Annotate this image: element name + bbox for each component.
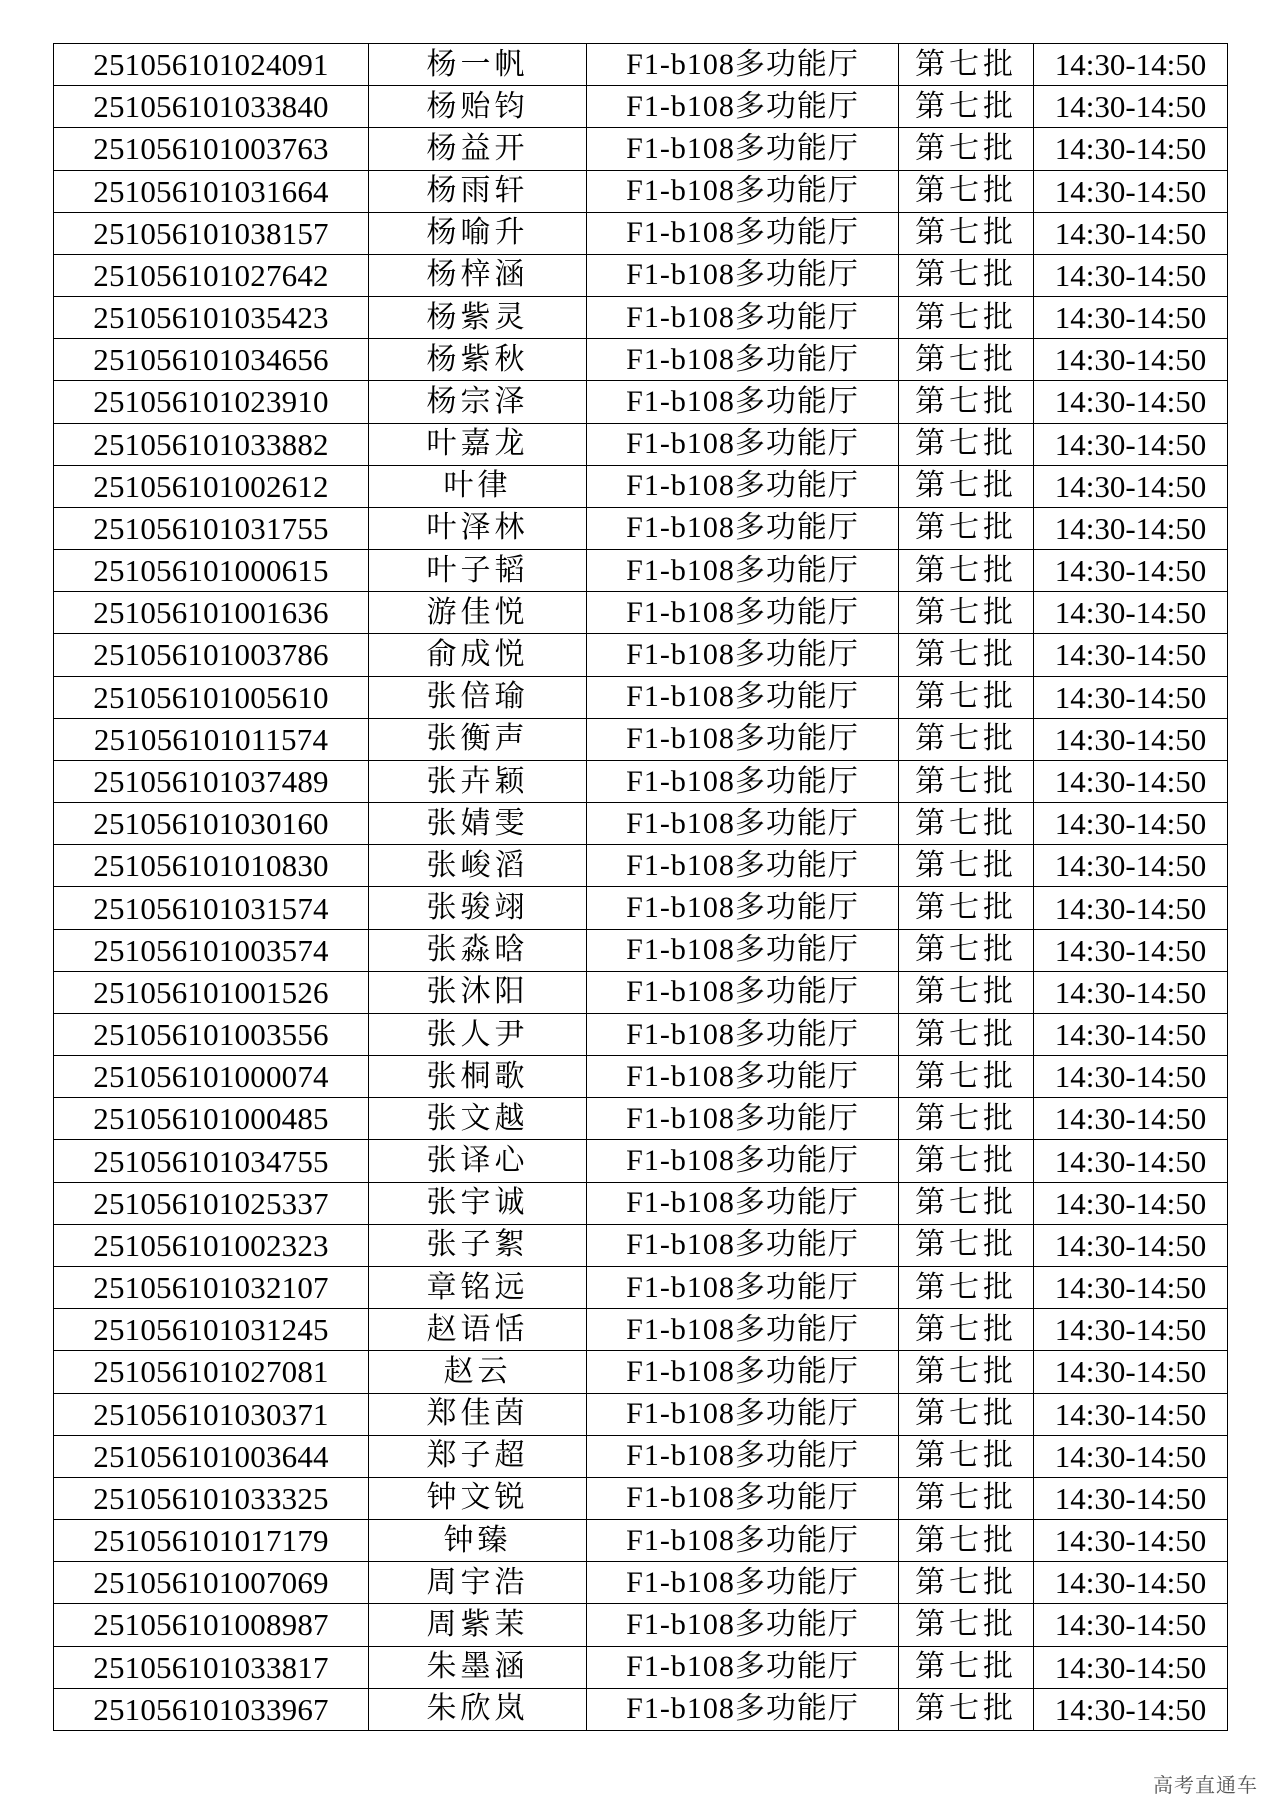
room-cell: F1-b108多功能厅 (587, 1604, 899, 1646)
student-name-cell: 周紫茉 (369, 1604, 587, 1646)
time-slot-cell: 14:30-14:50 (1034, 1477, 1228, 1519)
student-name-cell: 张译心 (369, 1140, 587, 1182)
table-row (54, 86, 1228, 128)
exam-id-cell: 251056101011574 (54, 718, 369, 760)
table-row (54, 465, 1228, 507)
student-name-cell: 张沐阳 (369, 971, 587, 1013)
time-slot-cell: 14:30-14:50 (1034, 1351, 1228, 1393)
room-cell: F1-b108多功能厅 (587, 1520, 899, 1562)
time-slot-cell: 14:30-14:50 (1034, 1309, 1228, 1351)
room-cell: F1-b108多功能厅 (587, 1435, 899, 1477)
student-name-cell: 钟臻 (369, 1520, 587, 1562)
time-slot-cell: 14:30-14:50 (1034, 381, 1228, 423)
student-name-cell: 杨益开 (369, 128, 587, 170)
time-slot-cell: 14:30-14:50 (1034, 803, 1228, 845)
table-row (54, 1435, 1228, 1477)
student-name-cell: 郑子超 (369, 1435, 587, 1477)
batch-cell: 第七批 (899, 676, 1034, 718)
table-row (54, 507, 1228, 549)
student-name-cell: 张子絮 (369, 1224, 587, 1266)
batch-cell: 第七批 (899, 1013, 1034, 1055)
batch-cell: 第七批 (899, 550, 1034, 592)
table-row (54, 760, 1228, 802)
student-name-cell: 杨紫灵 (369, 297, 587, 339)
table-row (54, 1140, 1228, 1182)
batch-cell: 第七批 (899, 1182, 1034, 1224)
room-cell: F1-b108多功能厅 (587, 1688, 899, 1730)
student-name-cell: 叶嘉龙 (369, 423, 587, 465)
student-name-cell: 张倍瑜 (369, 676, 587, 718)
time-slot-cell: 14:30-14:50 (1034, 760, 1228, 802)
table-row (54, 381, 1228, 423)
table-row (54, 1604, 1228, 1646)
exam-id-cell: 251056101003574 (54, 929, 369, 971)
batch-cell: 第七批 (899, 212, 1034, 254)
time-slot-cell: 14:30-14:50 (1034, 465, 1228, 507)
exam-id-cell: 251056101023910 (54, 381, 369, 423)
time-slot-cell: 14:30-14:50 (1034, 1224, 1228, 1266)
batch-cell: 第七批 (899, 1604, 1034, 1646)
room-cell: F1-b108多功能厅 (587, 1309, 899, 1351)
time-slot-cell: 14:30-14:50 (1034, 718, 1228, 760)
student-name-cell: 郑佳茵 (369, 1393, 587, 1435)
time-slot-cell: 14:30-14:50 (1034, 845, 1228, 887)
room-cell: F1-b108多功能厅 (587, 44, 899, 86)
time-slot-cell: 14:30-14:50 (1034, 1182, 1228, 1224)
exam-id-cell: 251056101024091 (54, 44, 369, 86)
table-row (54, 550, 1228, 592)
time-slot-cell: 14:30-14:50 (1034, 1098, 1228, 1140)
room-cell: F1-b108多功能厅 (587, 1140, 899, 1182)
room-cell: F1-b108多功能厅 (587, 1646, 899, 1688)
batch-cell: 第七批 (899, 339, 1034, 381)
room-cell: F1-b108多功能厅 (587, 1098, 899, 1140)
time-slot-cell: 14:30-14:50 (1034, 929, 1228, 971)
student-name-cell: 周宇浩 (369, 1562, 587, 1604)
batch-cell: 第七批 (899, 1266, 1034, 1308)
time-slot-cell: 14:30-14:50 (1034, 44, 1228, 86)
table-row (54, 1351, 1228, 1393)
exam-id-cell: 251056101034656 (54, 339, 369, 381)
student-name-cell: 游佳悦 (369, 592, 587, 634)
batch-cell: 第七批 (899, 929, 1034, 971)
watermark-logo-text: 高考直通车 (1153, 1773, 1258, 1797)
exam-id-cell: 251056101032107 (54, 1266, 369, 1308)
exam-id-cell: 251056101031664 (54, 170, 369, 212)
table-row (54, 971, 1228, 1013)
exam-id-cell: 251056101025337 (54, 1182, 369, 1224)
batch-cell: 第七批 (899, 1140, 1034, 1182)
exam-id-cell: 251056101000074 (54, 1056, 369, 1098)
table-row (54, 1520, 1228, 1562)
table-row (54, 254, 1228, 296)
batch-cell: 第七批 (899, 1562, 1034, 1604)
batch-cell: 第七批 (899, 887, 1034, 929)
room-cell: F1-b108多功能厅 (587, 1056, 899, 1098)
exam-id-cell: 251056101000485 (54, 1098, 369, 1140)
time-slot-cell: 14:30-14:50 (1034, 128, 1228, 170)
table-row (54, 297, 1228, 339)
exam-id-cell: 251056101003763 (54, 128, 369, 170)
table-row (54, 929, 1228, 971)
exam-id-cell: 251056101037489 (54, 760, 369, 802)
exam-id-cell: 251056101033967 (54, 1688, 369, 1730)
table-row (54, 1688, 1228, 1730)
exam-id-cell: 251056101033882 (54, 423, 369, 465)
batch-cell: 第七批 (899, 1351, 1034, 1393)
room-cell: F1-b108多功能厅 (587, 1562, 899, 1604)
batch-cell: 第七批 (899, 971, 1034, 1013)
time-slot-cell: 14:30-14:50 (1034, 550, 1228, 592)
table-row (54, 212, 1228, 254)
table-row (54, 128, 1228, 170)
time-slot-cell: 14:30-14:50 (1034, 170, 1228, 212)
exam-id-cell: 251056101031755 (54, 507, 369, 549)
table-row (54, 1224, 1228, 1266)
room-cell: F1-b108多功能厅 (587, 297, 899, 339)
batch-cell: 第七批 (899, 1098, 1034, 1140)
table-row (54, 1056, 1228, 1098)
exam-id-cell: 251056101038157 (54, 212, 369, 254)
time-slot-cell: 14:30-14:50 (1034, 887, 1228, 929)
table-row (54, 170, 1228, 212)
room-cell: F1-b108多功能厅 (587, 507, 899, 549)
room-cell: F1-b108多功能厅 (587, 254, 899, 296)
time-slot-cell: 14:30-14:50 (1034, 297, 1228, 339)
exam-id-cell: 251056101001636 (54, 592, 369, 634)
table-row (54, 1393, 1228, 1435)
time-slot-cell: 14:30-14:50 (1034, 1056, 1228, 1098)
exam-id-cell: 251056101000615 (54, 550, 369, 592)
room-cell: F1-b108多功能厅 (587, 1224, 899, 1266)
exam-id-cell: 251056101027642 (54, 254, 369, 296)
student-name-cell: 张衡声 (369, 718, 587, 760)
batch-cell: 第七批 (899, 1646, 1034, 1688)
room-cell: F1-b108多功能厅 (587, 128, 899, 170)
batch-cell: 第七批 (899, 634, 1034, 676)
student-name-cell: 杨贻钧 (369, 86, 587, 128)
room-cell: F1-b108多功能厅 (587, 718, 899, 760)
student-name-cell: 张人尹 (369, 1013, 587, 1055)
student-name-cell: 张峻滔 (369, 845, 587, 887)
student-name-cell: 张文越 (369, 1098, 587, 1140)
student-name-cell: 章铭远 (369, 1266, 587, 1308)
table-row (54, 1646, 1228, 1688)
time-slot-cell: 14:30-14:50 (1034, 423, 1228, 465)
student-name-cell: 赵语恬 (369, 1309, 587, 1351)
batch-cell: 第七批 (899, 170, 1034, 212)
time-slot-cell: 14:30-14:50 (1034, 634, 1228, 676)
exam-id-cell: 251056101030160 (54, 803, 369, 845)
room-cell: F1-b108多功能厅 (587, 1393, 899, 1435)
time-slot-cell: 14:30-14:50 (1034, 1140, 1228, 1182)
batch-cell: 第七批 (899, 1435, 1034, 1477)
time-slot-cell: 14:30-14:50 (1034, 1435, 1228, 1477)
roster-table-body (54, 44, 1228, 1731)
room-cell: F1-b108多功能厅 (587, 1266, 899, 1308)
exam-id-cell: 251056101010830 (54, 845, 369, 887)
table-row (54, 1182, 1228, 1224)
student-name-cell: 张桐歌 (369, 1056, 587, 1098)
room-cell: F1-b108多功能厅 (587, 760, 899, 802)
time-slot-cell: 14:30-14:50 (1034, 212, 1228, 254)
room-cell: F1-b108多功能厅 (587, 803, 899, 845)
student-name-cell: 叶泽林 (369, 507, 587, 549)
batch-cell: 第七批 (899, 297, 1034, 339)
exam-id-cell: 251056101003556 (54, 1013, 369, 1055)
table-row (54, 845, 1228, 887)
batch-cell: 第七批 (899, 254, 1034, 296)
table-row (54, 1266, 1228, 1308)
time-slot-cell: 14:30-14:50 (1034, 254, 1228, 296)
student-name-cell: 杨梓涵 (369, 254, 587, 296)
batch-cell: 第七批 (899, 845, 1034, 887)
table-row (54, 423, 1228, 465)
exam-id-cell: 251056101007069 (54, 1562, 369, 1604)
student-name-cell: 赵云 (369, 1351, 587, 1393)
student-name-cell: 杨宗泽 (369, 381, 587, 423)
room-cell: F1-b108多功能厅 (587, 465, 899, 507)
exam-id-cell: 251056101033325 (54, 1477, 369, 1519)
batch-cell: 第七批 (899, 1520, 1034, 1562)
exam-id-cell: 251056101002323 (54, 1224, 369, 1266)
student-name-cell: 钟文锐 (369, 1477, 587, 1519)
time-slot-cell: 14:30-14:50 (1034, 507, 1228, 549)
time-slot-cell: 14:30-14:50 (1034, 86, 1228, 128)
batch-cell: 第七批 (899, 760, 1034, 802)
student-name-cell: 张淼晗 (369, 929, 587, 971)
room-cell: F1-b108多功能厅 (587, 887, 899, 929)
room-cell: F1-b108多功能厅 (587, 1351, 899, 1393)
batch-cell: 第七批 (899, 423, 1034, 465)
student-name-cell: 朱欣岚 (369, 1688, 587, 1730)
exam-id-cell: 251056101017179 (54, 1520, 369, 1562)
batch-cell: 第七批 (899, 507, 1034, 549)
batch-cell: 第七批 (899, 1393, 1034, 1435)
roster-table (53, 43, 1228, 1731)
table-row (54, 592, 1228, 634)
student-name-cell: 张卉颖 (369, 760, 587, 802)
room-cell: F1-b108多功能厅 (587, 381, 899, 423)
room-cell: F1-b108多功能厅 (587, 1013, 899, 1055)
room-cell: F1-b108多功能厅 (587, 845, 899, 887)
room-cell: F1-b108多功能厅 (587, 339, 899, 381)
batch-cell: 第七批 (899, 718, 1034, 760)
batch-cell: 第七批 (899, 1477, 1034, 1519)
room-cell: F1-b108多功能厅 (587, 1477, 899, 1519)
room-cell: F1-b108多功能厅 (587, 592, 899, 634)
time-slot-cell: 14:30-14:50 (1034, 1013, 1228, 1055)
time-slot-cell: 14:30-14:50 (1034, 676, 1228, 718)
exam-id-cell: 251056101031574 (54, 887, 369, 929)
room-cell: F1-b108多功能厅 (587, 86, 899, 128)
exam-id-cell: 251056101027081 (54, 1351, 369, 1393)
table-row (54, 1013, 1228, 1055)
exam-id-cell: 251056101033840 (54, 86, 369, 128)
table-row (54, 803, 1228, 845)
time-slot-cell: 14:30-14:50 (1034, 971, 1228, 1013)
time-slot-cell: 14:30-14:50 (1034, 339, 1228, 381)
time-slot-cell: 14:30-14:50 (1034, 1562, 1228, 1604)
room-cell: F1-b108多功能厅 (587, 423, 899, 465)
time-slot-cell: 14:30-14:50 (1034, 1520, 1228, 1562)
student-name-cell: 杨紫秋 (369, 339, 587, 381)
room-cell: F1-b108多功能厅 (587, 550, 899, 592)
table-row (54, 676, 1228, 718)
room-cell: F1-b108多功能厅 (587, 676, 899, 718)
exam-id-cell: 251056101003786 (54, 634, 369, 676)
student-name-cell: 张宇诚 (369, 1182, 587, 1224)
student-name-cell: 俞成悦 (369, 634, 587, 676)
room-cell: F1-b108多功能厅 (587, 634, 899, 676)
exam-id-cell: 251056101033817 (54, 1646, 369, 1688)
room-cell: F1-b108多功能厅 (587, 212, 899, 254)
exam-id-cell: 251056101002612 (54, 465, 369, 507)
exam-id-cell: 251056101034755 (54, 1140, 369, 1182)
exam-id-cell: 251056101031245 (54, 1309, 369, 1351)
room-cell: F1-b108多功能厅 (587, 971, 899, 1013)
time-slot-cell: 14:30-14:50 (1034, 592, 1228, 634)
table-row (54, 1562, 1228, 1604)
table-row (54, 1309, 1228, 1351)
time-slot-cell: 14:30-14:50 (1034, 1646, 1228, 1688)
batch-cell: 第七批 (899, 1688, 1034, 1730)
batch-cell: 第七批 (899, 1224, 1034, 1266)
batch-cell: 第七批 (899, 381, 1034, 423)
batch-cell: 第七批 (899, 1056, 1034, 1098)
student-name-cell: 杨喻升 (369, 212, 587, 254)
room-cell: F1-b108多功能厅 (587, 1182, 899, 1224)
exam-id-cell: 251056101001526 (54, 971, 369, 1013)
batch-cell: 第七批 (899, 1309, 1034, 1351)
batch-cell: 第七批 (899, 128, 1034, 170)
table-row (54, 887, 1228, 929)
room-cell: F1-b108多功能厅 (587, 170, 899, 212)
time-slot-cell: 14:30-14:50 (1034, 1604, 1228, 1646)
exam-id-cell: 251056101005610 (54, 676, 369, 718)
exam-id-cell: 251056101030371 (54, 1393, 369, 1435)
exam-id-cell: 251056101003644 (54, 1435, 369, 1477)
student-name-cell: 杨雨轩 (369, 170, 587, 212)
time-slot-cell: 14:30-14:50 (1034, 1393, 1228, 1435)
batch-cell: 第七批 (899, 592, 1034, 634)
student-name-cell: 张婧雯 (369, 803, 587, 845)
table-row (54, 718, 1228, 760)
room-cell: F1-b108多功能厅 (587, 929, 899, 971)
table-row (54, 339, 1228, 381)
table-row (54, 634, 1228, 676)
table-row (54, 1477, 1228, 1519)
batch-cell: 第七批 (899, 44, 1034, 86)
exam-id-cell: 251056101035423 (54, 297, 369, 339)
batch-cell: 第七批 (899, 465, 1034, 507)
table-row (54, 1098, 1228, 1140)
student-name-cell: 叶子韬 (369, 550, 587, 592)
table-row (54, 44, 1228, 86)
student-name-cell: 杨一帆 (369, 44, 587, 86)
time-slot-cell: 14:30-14:50 (1034, 1266, 1228, 1308)
student-name-cell: 叶律 (369, 465, 587, 507)
exam-id-cell: 251056101008987 (54, 1604, 369, 1646)
student-name-cell: 张骏翊 (369, 887, 587, 929)
batch-cell: 第七批 (899, 86, 1034, 128)
student-name-cell: 朱墨涵 (369, 1646, 587, 1688)
batch-cell: 第七批 (899, 803, 1034, 845)
time-slot-cell: 14:30-14:50 (1034, 1688, 1228, 1730)
